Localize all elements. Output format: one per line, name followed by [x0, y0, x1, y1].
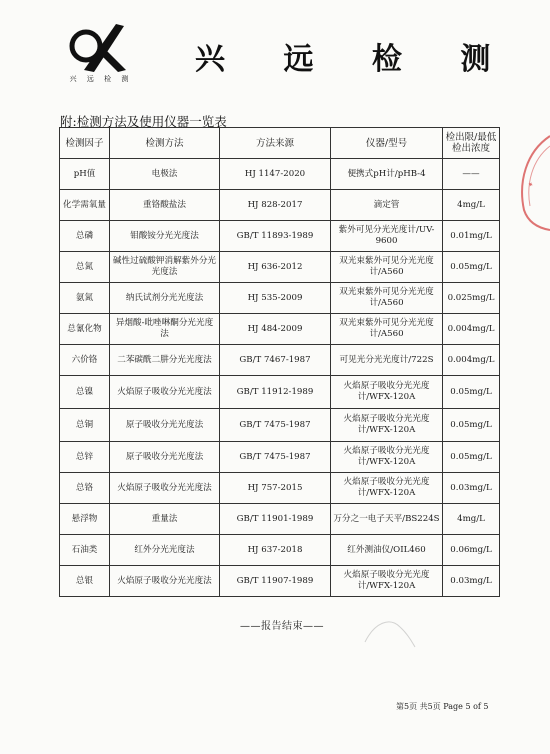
cell-source: GB/T 11907-1989: [220, 566, 331, 597]
cell-method: 原子吸收分光光度法: [110, 442, 220, 473]
table-row: [60, 566, 500, 597]
table-row: [60, 473, 500, 504]
cell-source: HJ 637-2018: [220, 535, 331, 566]
col-header-method: 检测方法: [110, 128, 220, 159]
cell-limit: 4mg/L: [443, 190, 500, 221]
cell-instrument: 滴定管: [331, 190, 443, 221]
cell-limit: 0.05mg/L: [443, 252, 500, 283]
cell-method: 红外分光光度法: [110, 535, 220, 566]
cell-limit: 0.05mg/L: [443, 442, 500, 473]
logo-stroke2-icon: [100, 48, 126, 72]
cell-limit: 0.004mg/L: [443, 314, 500, 345]
cell-source: GB/T 7467-1987: [220, 345, 331, 376]
cell-source: GB/T 7475-1987: [220, 409, 331, 442]
cell-limit: 0.05mg/L: [443, 376, 500, 409]
cell-method: 碱性过硫酸钾消解紫外分光光度法: [110, 252, 220, 283]
cell-method: 重量法: [110, 504, 220, 535]
company-logo: [64, 18, 134, 78]
company-name: 兴 远 检 测: [195, 42, 515, 77]
cell-limit: ——: [443, 159, 500, 190]
cell-factor: 六价铬: [60, 345, 110, 376]
table-row: [60, 535, 500, 566]
cell-instrument: 便携式pH计/pHB-4: [331, 159, 443, 190]
table-row: [60, 442, 500, 473]
cell-instrument: 双光束紫外可见分光光度计/A560: [331, 283, 443, 314]
cell-instrument: 可见光分光光度计/722S: [331, 345, 443, 376]
cell-instrument: 万分之一电子天平/BS224S: [331, 504, 443, 535]
cell-source: HJ 1147-2020: [220, 159, 331, 190]
col-header-source: 方法来源: [220, 128, 331, 159]
cell-instrument: 紫外可见分光光度计/UV-9600: [331, 221, 443, 252]
cell-factor: 总磷: [60, 221, 110, 252]
table-row: [60, 283, 500, 314]
col-header-instrument: 仪器/型号: [331, 128, 443, 159]
table-row: [60, 190, 500, 221]
cell-source: GB/T 7475-1987: [220, 442, 331, 473]
cell-factor: 总氮: [60, 252, 110, 283]
table-row: [60, 504, 500, 535]
col-header-limit: 检出限/最低检出浓度: [443, 128, 500, 159]
cell-source: HJ 636-2012: [220, 252, 331, 283]
cell-factor: 总锌: [60, 442, 110, 473]
cell-source: HJ 484-2009: [220, 314, 331, 345]
cell-factor: 石油类: [60, 535, 110, 566]
cell-factor: 总铜: [60, 409, 110, 442]
cell-method: 重铬酸盐法: [110, 190, 220, 221]
cell-instrument: 火焰原子吸收分光光度计/WFX-120A: [331, 442, 443, 473]
cell-source: HJ 828-2017: [220, 190, 331, 221]
cell-method: 火焰原子吸收分光光度法: [110, 376, 220, 409]
logo-subtext: 兴 远 检 测: [69, 75, 133, 83]
cell-source: GB/T 11912-1989: [220, 376, 331, 409]
table-row: [60, 345, 500, 376]
table-header-row: [60, 128, 500, 159]
cell-factor: 总银: [60, 566, 110, 597]
cell-source: GB/T 11893-1989: [220, 221, 331, 252]
svg-text:✦: ✦: [526, 180, 536, 189]
cell-instrument: 火焰原子吸收分光光度计/WFX-120A: [331, 566, 443, 597]
cell-method: 纳氏试剂分光光度法: [110, 283, 220, 314]
cell-factor: 化学需氧量: [60, 190, 110, 221]
cell-instrument: 双光束紫外可见分光光度计/A560: [331, 252, 443, 283]
cell-factor: 总氰化物: [60, 314, 110, 345]
table-title: 附:检测方法及使用仪器一览表: [60, 114, 227, 129]
cell-source: HJ 757-2015: [220, 473, 331, 504]
cell-method: 异烟酸-吡唑啉酮分光光度法: [110, 314, 220, 345]
cell-source: HJ 535-2009: [220, 283, 331, 314]
cell-limit: 0.03mg/L: [443, 473, 500, 504]
table-row: [60, 221, 500, 252]
cell-limit: 0.03mg/L: [443, 566, 500, 597]
page-footer: 第5页 共5页 Page 5 of 5: [396, 702, 489, 711]
cell-method: 火焰原子吸收分光光度法: [110, 566, 220, 597]
cell-factor: pH值: [60, 159, 110, 190]
cell-method: 原子吸收分光光度法: [110, 409, 220, 442]
cell-instrument: 火焰原子吸收分光光度计/WFX-120A: [331, 409, 443, 442]
cell-limit: 4mg/L: [443, 504, 500, 535]
cell-method: 电极法: [110, 159, 220, 190]
table-row: [60, 314, 500, 345]
table-row: [60, 159, 500, 190]
cell-method: 火焰原子吸收分光光度法: [110, 473, 220, 504]
watermark-mark-icon: [360, 612, 420, 652]
cell-source: GB/T 11901-1989: [220, 504, 331, 535]
report-end-text: ——报告结束——: [240, 621, 324, 632]
cell-limit: 0.004mg/L: [443, 345, 500, 376]
cell-limit: 0.025mg/L: [443, 283, 500, 314]
table-row: [60, 409, 500, 442]
col-header-factor: 检测因子: [60, 128, 110, 159]
cell-factor: 氨氮: [60, 283, 110, 314]
cell-method: 二苯碳酰二肼分光光度法: [110, 345, 220, 376]
cell-limit: 0.01mg/L: [443, 221, 500, 252]
cell-method: 钼酸铵分光光度法: [110, 221, 220, 252]
cell-factor: 总镍: [60, 376, 110, 409]
cell-limit: 0.05mg/L: [443, 409, 500, 442]
cell-instrument: 火焰原子吸收分光光度计/WFX-120A: [331, 376, 443, 409]
cell-limit: 0.06mg/L: [443, 535, 500, 566]
table-row: [60, 252, 500, 283]
seal-stamp-icon: [508, 132, 550, 232]
cell-factor: 悬浮物: [60, 504, 110, 535]
cell-instrument: 红外测油仪/OIL460: [331, 535, 443, 566]
cell-factor: 总铬: [60, 473, 110, 504]
table-row: [60, 376, 500, 409]
method-table: [59, 127, 500, 597]
cell-instrument: 火焰原子吸收分光光度计/WFX-120A: [331, 473, 443, 504]
cell-instrument: 双光束紫外可见分光光度计/A560: [331, 314, 443, 345]
